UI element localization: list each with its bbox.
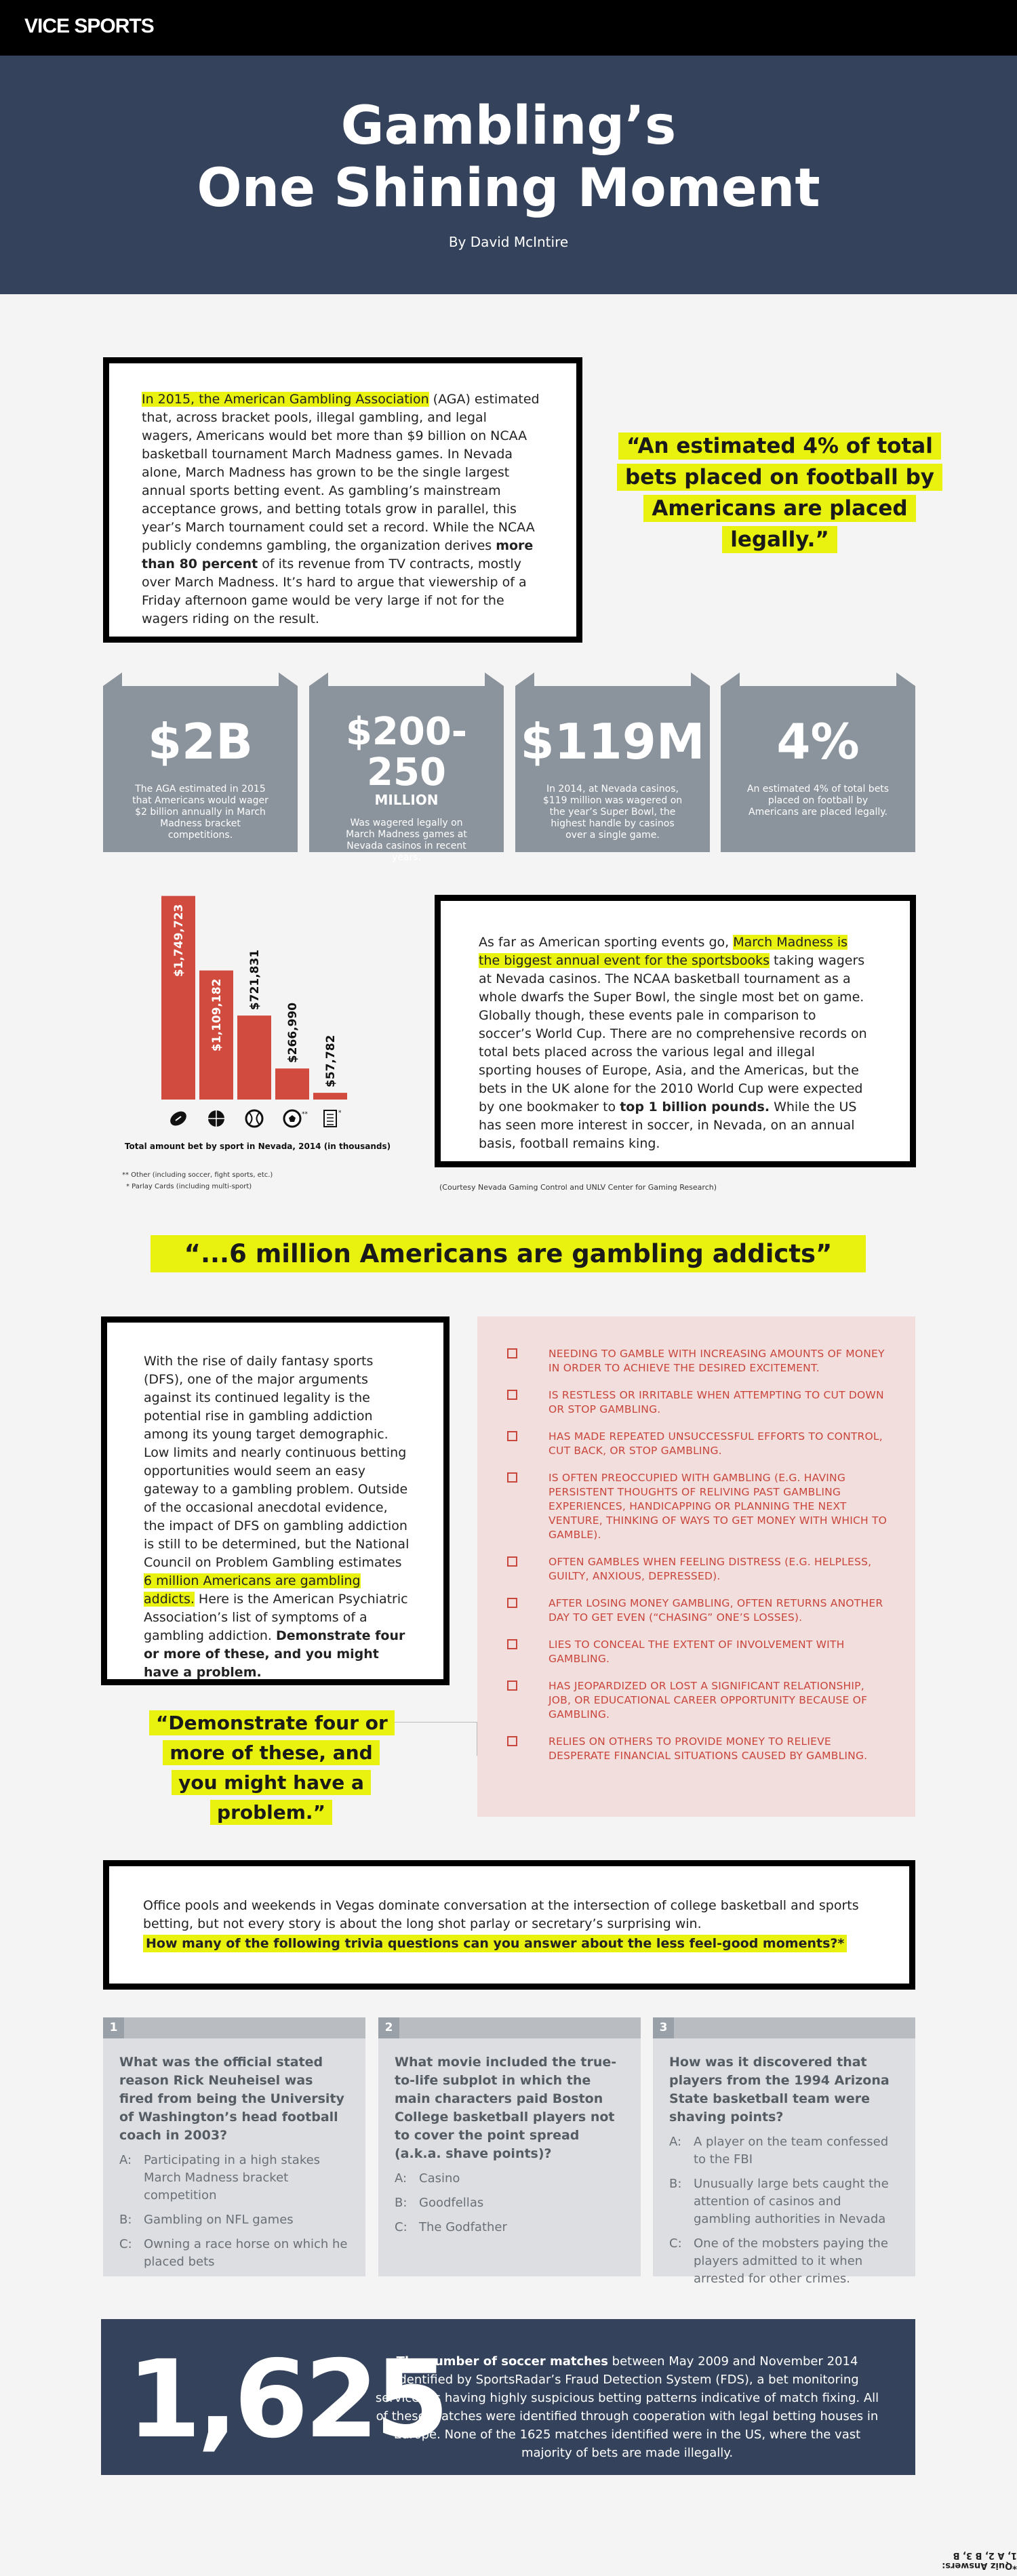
symptom-text: HAS JEOPARDIZED OR LOST A SIGNIFICANT RELATIONSHIP, JOB, OR EDUCATIONAL CAREER OPPORTUNITY BECAUSE OF GAMBLING. [549, 1680, 868, 1720]
checkbox-icon[interactable] [507, 1736, 517, 1746]
vice-sports-logo[interactable]: VICE SPORTS [24, 15, 154, 37]
title-line-1: Gambling’s [340, 96, 677, 157]
svg-text:*: * [338, 1110, 342, 1116]
symptom-item [507, 1638, 888, 1666]
trivia-option[interactable] [119, 2211, 349, 2229]
trivia-card-3 [653, 2017, 915, 2286]
stat-value: $119M [520, 713, 705, 770]
checkbox-icon[interactable] [507, 1598, 517, 1608]
bar-value-label: $1,749,723 [172, 904, 186, 978]
chart-source-credit: (Courtesy Nevada Gaming Control and UNLV Center for Gaming Research) [439, 1183, 717, 1192]
symptom-item [507, 1735, 888, 1763]
mm-text-3: While the US has seen more interest in soccer, in Nevada, on an annual basis, football remains king. [479, 1100, 857, 1151]
trivia-question: What movie included the true-to-life subplot in which the main characters paid Boston College basketball players not to cover the point spread (a.k.a. shave points)? [395, 2055, 617, 2161]
bar-value-label: $57,782 [324, 1034, 338, 1088]
stat-desc: In 2014, at Nevada casinos, $119 million was wagered on the year’s Super Bowl, the highest handle by casinos over a single game. [542, 784, 683, 841]
svg-text:**: ** [302, 1111, 308, 1118]
stat-sub: MILLION [374, 792, 439, 808]
mm-text-2: taking wagers at Nevada casinos. The NCAA basketball tournament as a whole dwarfs the Super Bowl, the single most bet on game. Globally though, these events pale in comparison to soccer’s World Cup. There are no comprehensive records on total bets placed across the various legal and illegal sporting houses of Europe, Asia, and the Americas, but the bets in the UK alone for the 2010 World Cup were expected by one bookmaker to [479, 953, 867, 1114]
option-letter: C: [669, 2236, 682, 2251]
pull-quote-legal-bets [610, 430, 949, 555]
symptom-text: HAS MADE REPEATED UNSUCCESSFUL EFFORTS TO CONTROL, CUT BACK, OR STOP GAMBLING. [549, 1430, 883, 1457]
intro-text-2: of its revenue from TV contracts, mostly over March Madness. It’s hard to argue that viewership of a Friday afternoon game would be very large if not for the wagers riding on the result. [142, 557, 527, 626]
checkbox-icon[interactable] [507, 1681, 517, 1691]
soccer-text [372, 2352, 883, 2462]
option-letter: C: [395, 2220, 407, 2234]
option-letter: B: [669, 2177, 682, 2191]
checkbox-icon[interactable] [507, 1348, 517, 1359]
symptom-item [507, 1347, 888, 1375]
symptom-text: IS OFTEN PREOCCUPIED WITH GAMBLING (E.G. HAVING PERSISTENT THOUGHTS OF RELIVING PAST GAMBLING EXPERIENCES, HANDICAPPING OR PLANNING THE NEXT VENTURE, THINKING OF WAYS TO GET MONEY WITH WHICH TO GAMBLE). [549, 1472, 888, 1541]
symptom-text: RELIES ON OTHERS TO PROVIDE MONEY TO RELIEVE DESPERATE FINANCIAL SITUATIONS CAUSED BY GAMBLING. [549, 1735, 868, 1762]
dfs-text-1: With the rise of daily fantasy sports (DFS), one of the major arguments against its continued legality is the potential rise in gambling addiction among its young target demographic. Low limits and nearly continuous betting opportunities would seem an easy gateway to a gambling problem. Outside of the occasional anecdotal evidence, the impact of DFS on gambling addiction is still to be determined, but the National Council on Problem Gambling estimates [144, 1354, 410, 1570]
stat-card-4-percent [721, 686, 915, 852]
option-text: A player on the team confessed to the FBI [694, 2135, 889, 2167]
stat-card-2b [103, 686, 298, 852]
chart-footnote-parlay: * Parlay Cards (including multi-sport) [126, 1183, 252, 1190]
checkbox-icon[interactable] [507, 1472, 517, 1483]
chart-title: Total amount bet by sport in Nevada, 2014 (in thousands) [124, 1142, 391, 1151]
trivia-option[interactable] [119, 2236, 349, 2271]
checkbox-icon[interactable] [507, 1431, 517, 1441]
trivia-option[interactable] [395, 2170, 624, 2188]
stat-desc: Was wagered legally on March Madness games at Nevada casinos in recent years. [346, 818, 467, 863]
soccer-bold: The number of soccer matches [396, 2354, 608, 2369]
symptoms-checklist [477, 1316, 915, 1817]
option-text: One of the mobsters paying the players admitted to it when arrested for other crimes. [694, 2236, 888, 2286]
bar-other [275, 1068, 309, 1100]
dfs-highlight: 6 million Americans are gambling addicts. [144, 1573, 361, 1607]
intro-highlight: In 2015, the American Gambling Association [142, 392, 429, 407]
trivia-number: 3 [653, 2017, 674, 2038]
option-text: Goodfellas [419, 2196, 484, 2210]
trivia-number: 2 [378, 2017, 399, 2038]
trivia-option[interactable] [669, 2235, 899, 2288]
stat-desc: An estimated 4% of total bets placed on football by Americans are placed legally. [746, 784, 890, 818]
pull-quote-3-text: “Demonstrate four or more of these, and you might have a problem.” [149, 1710, 395, 1825]
trivia-intro-box [103, 1860, 915, 1990]
stat-value: 4% [776, 713, 860, 770]
page-title [0, 95, 1017, 220]
stat-desc: The AGA estimated in 2015 that Americans would wager $2 billion annually in March Madness bracket competitions. [132, 784, 268, 841]
option-text: Gambling on NFL games [144, 2213, 294, 2227]
trivia-intro-text: Office pools and weekends in Vegas dominate conversation at the intersection of college basketball and sports betting, but not every story is about the long shot parlay or secretary’s surprising win. [143, 1898, 859, 1931]
stat-value: $2B [147, 713, 254, 770]
mm-text-1: As far as American sporting events go, [479, 935, 734, 950]
option-text: Participating in a high stakes March Madness bracket competition [144, 2153, 321, 2202]
option-letter: A: [669, 2135, 682, 2149]
option-text: The Godfather [419, 2220, 507, 2234]
soccer-match-count: 1,625 [127, 2337, 445, 2462]
option-text: Owning a race horse on which he placed bets [144, 2237, 348, 2269]
stat-card-200-250 [309, 686, 504, 863]
bar-value-label: $1,109,182 [210, 978, 224, 1052]
trivia-intro-question: How many of the following trivia questions can you answer about the less feel-good moments?* [143, 1935, 847, 1952]
bar-parlay-card [313, 1093, 347, 1100]
symptom-text: AFTER LOSING MONEY GAMBLING, OFTEN RETURNS ANOTHER DAY TO GET EVEN (“CHASING” ONE’S LOSSES). [549, 1597, 883, 1624]
intro-text-box [103, 357, 582, 643]
trivia-number: 1 [103, 2017, 124, 2038]
bar-baseball [237, 1015, 271, 1100]
dfs-bold: Demonstrate four or more of these, and you might have a problem. [144, 1628, 405, 1680]
symptom-item [507, 1555, 888, 1584]
option-letter: B: [119, 2213, 132, 2227]
intro-bold: more than 80 percent [142, 538, 534, 571]
stat-value: $200-250 [345, 710, 468, 794]
byline: By David McIntire [448, 234, 569, 250]
stat-card-119m [515, 686, 710, 852]
checkbox-icon[interactable] [507, 1639, 517, 1649]
chart-footnote-other: ** Other (including soccer, fight sports, etc.) [122, 1171, 273, 1179]
trivia-option[interactable] [395, 2219, 624, 2236]
dfs-text-box [101, 1316, 450, 1685]
soccer-body: between May 2009 and November 2014 identified by SportsRadar’s Fraud Detection System (FDS), a bet monitoring service, as having highly suspicious betting patterns indicative of match fixing. All of these matches were identified through cooperation with legal betting houses in Europe. None of the 1625 matches identified were in the US, where the vast majority of bets are made illegally. [375, 2354, 879, 2460]
trivia-card-2 [378, 2017, 641, 2276]
basketball-icon [208, 1110, 224, 1127]
symptom-text: IS RESTLESS OR IRRITABLE WHEN ATTEMPTING TO CUT DOWN OR STOP GAMBLING. [549, 1389, 884, 1415]
dfs-text-2: Here is the American Psychiatric Association’s list of symptoms of a gambling addiction. [144, 1592, 408, 1643]
symptom-text: LIES TO CONCEAL THE EXTENT OF INVOLVEMENT WITH GAMBLING. [549, 1638, 845, 1665]
option-letter: B: [395, 2196, 407, 2210]
symptom-item [507, 1430, 888, 1458]
other-icon [284, 1110, 308, 1127]
option-letter: A: [395, 2171, 407, 2186]
trivia-option[interactable] [119, 2152, 349, 2205]
option-text: Unusually large bets caught the attention of casinos and gambling authorities in Nevada [694, 2177, 889, 2226]
symptom-text: OFTEN GAMBLES WHEN FEELING DISTRESS (E.G. HELPLESS, GUILTY, ANXIOUS, DEPRESSED). [549, 1556, 872, 1582]
mm-highlight: March Madness is the biggest annual event for the sportsbooks [479, 935, 848, 968]
symptom-item [507, 1388, 888, 1417]
bar-value-label: $721,831 [248, 949, 262, 1011]
title-line-2: One Shining Moment [197, 158, 820, 219]
symptom-text: NEEDING TO GAMBLE WITH INCREASING AMOUNTS OF MONEY IN ORDER TO ACHIEVE THE DESIRED EXCITEMENT. [549, 1348, 885, 1374]
mm-bold: top 1 billion pounds. [620, 1100, 770, 1114]
trivia-option[interactable] [395, 2194, 624, 2212]
checkbox-icon[interactable] [507, 1556, 517, 1567]
bar-value-label: $266,990 [286, 1002, 300, 1064]
march-madness-text-box [435, 895, 916, 1167]
symptom-item [507, 1596, 888, 1625]
nevada-bets-bar-chart [115, 881, 393, 1152]
symptom-item [507, 1679, 888, 1722]
option-letter: A: [119, 2153, 132, 2167]
parlay-card-icon [324, 1110, 342, 1127]
trivia-option[interactable] [669, 2175, 899, 2228]
pull-quote-gambling-addicts: “...6 million Americans are gambling addicts” [151, 1235, 866, 1272]
football-icon [167, 1108, 189, 1129]
trivia-option[interactable] [669, 2133, 899, 2169]
option-text: Casino [419, 2171, 460, 2186]
symptom-item [507, 1471, 888, 1542]
quiz-answers: *Quiz Answers: 1, A 2, B 3, B [942, 2550, 1017, 2571]
checkbox-icon[interactable] [507, 1390, 517, 1400]
quote-connector-line [393, 1722, 477, 1756]
option-letter: C: [119, 2237, 132, 2251]
trivia-question: What was the official stated reason Rick Neuheisel was fired from being the University of Washington’s head football coach in 2003? [119, 2055, 344, 2143]
intro-text-1: (AGA) estimated that, across bracket pools, illegal gambling, and legal wagers, Americans would bet more than $9 billion on NCAA basketball tournament March Madness games. In Nevada alone, March Madness has grown to be the single largest annual sports betting event. As gambling’s mainstream acceptance grows, and betting totals grow in parallel, this year’s March tournament could set a record. While the NCAA publicly condemns gambling, the organization derives [142, 392, 540, 553]
trivia-card-1 [103, 2017, 365, 2276]
trivia-question: How was it discovered that players from the 1994 Arizona State basketball team were shaving points? [669, 2055, 890, 2125]
pull-quote-1-text: “An estimated 4% of total bets placed on football by Americans are placed legally.” [617, 432, 942, 553]
pull-quote-demonstrate [149, 1708, 393, 1828]
baseball-icon [246, 1110, 262, 1127]
